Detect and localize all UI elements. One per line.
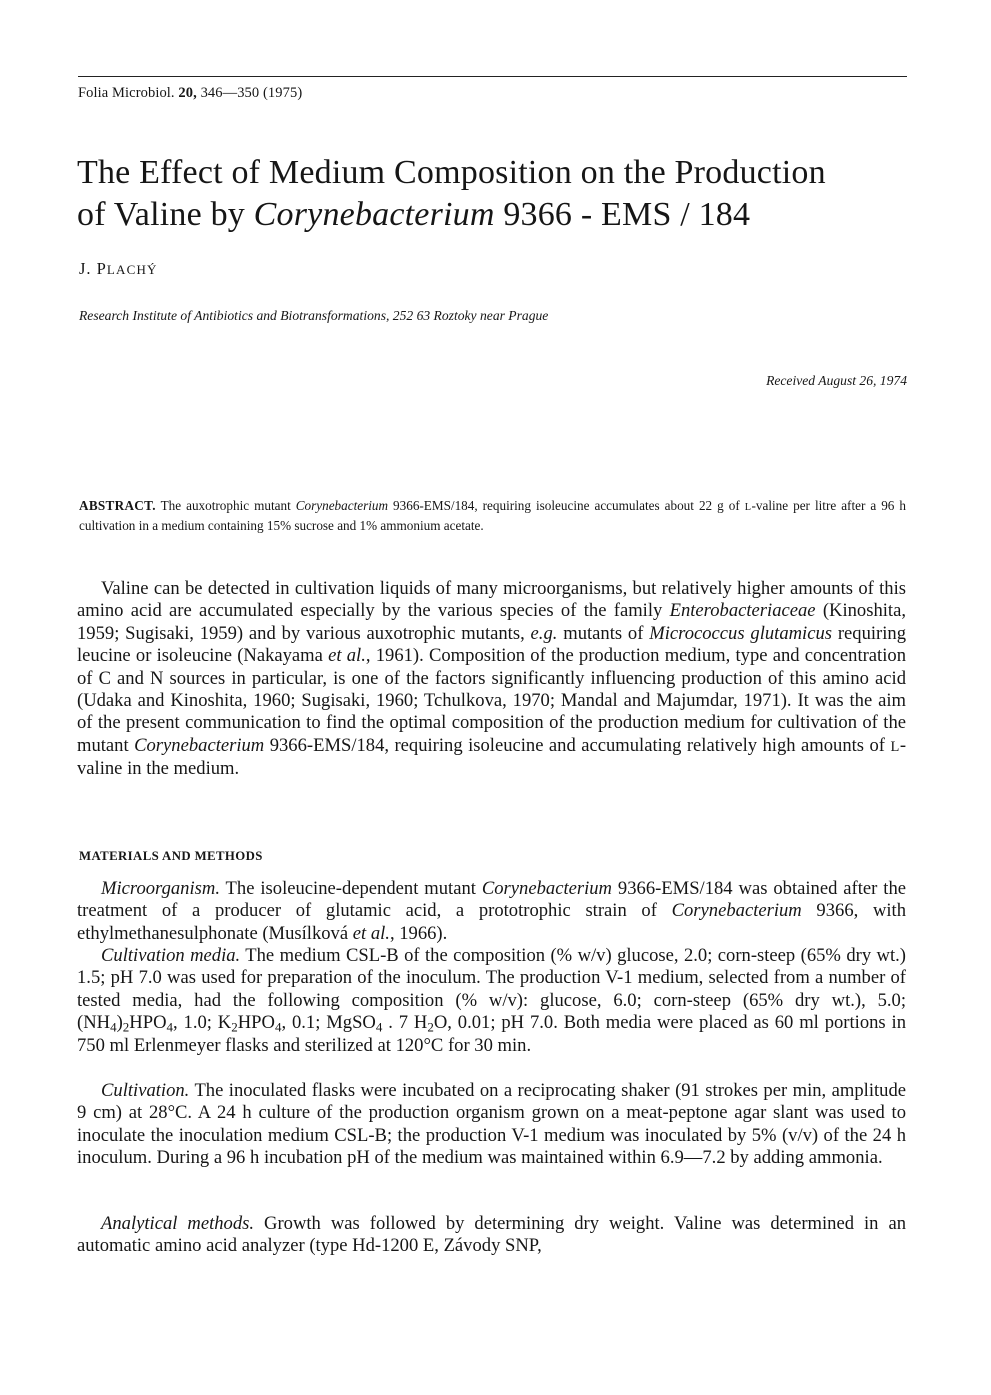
paragraph-text: HPO [237, 1012, 275, 1034]
intro-text: -valine in the medium. [77, 734, 907, 780]
journal-pages-year: 346—350 (1975) [200, 85, 303, 101]
paragraph-italic: et al. [352, 922, 390, 944]
paragraph-text: O, 0.01; pH 7.0. Both media were placed as 60 ml portions in 750 ml Erlenmeyer flasks and sterilized at 120°C for 30 min. [77, 1012, 906, 1056]
affiliation: Research Institute of Antibiotics and Biotransformations, 252 63 Roztoky near Prague [79, 308, 549, 323]
intro-text: 9366-EMS/184, requiring isoleucine and accumulating relatively high amounts of [264, 734, 891, 756]
subscript: 4 [274, 1019, 282, 1035]
abstract [79, 497, 906, 534]
journal-name: Folia Microbiol. [78, 85, 175, 101]
subscript: 2 [427, 1019, 434, 1035]
title-line-2 [77, 194, 917, 236]
header-rule [78, 76, 907, 77]
intro-italic: Micrococcus glutamicus [649, 622, 833, 644]
paragraph-text: ) [116, 1012, 123, 1034]
intro-italic: et al. [328, 645, 366, 667]
paragraph-text: The medium CSL-B of the composition (% w/v) glucose, 2.0; corn-steep (65% dry wt.) 1.5; pH 7.0 was used for preparation of the inoculum. The production V-1 medium, selected from a number of tested media, had the following composition (% w/v): glucose, 6.0; corn-steep (65% dry wt.), 5.0; (NH [77, 945, 906, 1034]
abstract-text: -valine per litre after a 96 h cultivation in a medium containing 15% sucrose and 1% ammonium acetate. [79, 498, 906, 533]
title-organism: Corynebacterium [253, 196, 495, 233]
title-line-2-prefix: of Valine by [77, 196, 254, 233]
intro-text: Valine can be detected in cultivation liquids of many microorganisms, but relatively higher amounts of this amino acid are accumulated especially by the various species of the family [77, 578, 906, 622]
paper-title [77, 152, 917, 236]
paragraph-text: . 7 H [382, 1012, 428, 1034]
received-date: Received August 26, 1974 [766, 373, 907, 388]
subscript: 4 [375, 1019, 383, 1035]
intro-italic: Corynebacterium [134, 734, 265, 756]
author-surname-rest: LACHÝ [106, 262, 158, 277]
paragraph-text: The isoleucine-dependent mutant [219, 878, 482, 899]
section-heading: MATERIALS AND METHODS [79, 849, 263, 863]
paragraph-text: The inoculated flasks were incubated on a reciprocating shaker (91 strokes per min, amplitude 9 cm) at 28°C. A 24 h culture of the production organism grown on a meat-peptone agar slant was used to inoculate the inoculation medium CSL-B; the production V-1 medium was inoculated by 5% (v/v) of the 24 h inoculum. During a 96 h incubation pH of the medium was maintained within 6.9—7.2 by adding ammonia. [77, 1080, 906, 1169]
subscript: 2 [122, 1019, 130, 1035]
intro-text: , 1961). Composition of the production medium, type and concentration of C and N sources in particular, is one of the factors significantly influencing production of this amino acid (Udaka and Kinoshita, 1960; Sugisaki, 1960; Tchulkova, 1970; Mandal and Majumdar, 1971). It was the aim of the present communication to find the optimal composition of the production medium for cultivation of the mutant [77, 645, 906, 756]
cultivation-paragraph [77, 1080, 906, 1170]
title-line-1: The Effect of Medium Composition on the Production [77, 154, 826, 191]
paragraph-lead: Microorganism. [101, 878, 220, 899]
abstract-text: 9366-EMS/184, requiring isoleucine accumulates about 22 g of [388, 498, 745, 513]
paragraph-text: , 1.0; K [173, 1012, 232, 1034]
paragraph-text: HPO [129, 1012, 167, 1034]
paragraph-text: 9366-EMS/184 was obtained after the treatment of a producer of glutamic acid, a prototrophic strain of [77, 878, 906, 922]
paragraph-lead: Cultivation media. [101, 945, 241, 966]
intro-text: requiring leucine or isoleucine (Nakayama [77, 622, 906, 667]
journal-volume: 20, [178, 85, 197, 101]
abstract-text: The auxotrophic mutant [155, 498, 296, 513]
paragraph-lead: Analytical methods. [101, 1213, 255, 1234]
intro-italic: e.g. [530, 622, 558, 644]
subscript: 4 [166, 1019, 174, 1035]
analytical-methods-paragraph [77, 1213, 906, 1258]
title-line-2-suffix: 9366 - EMS / 184 [494, 196, 751, 233]
paragraph-text: Growth was followed by determining dry weight. Valine was determined in an automatic amino acid analyzer (type Hd-1200 E, Závody SNP, [77, 1213, 906, 1257]
microorganism-paragraph [77, 878, 906, 945]
paragraph-italic: Corynebacterium [671, 900, 802, 922]
abstract-label: ABSTRACT. [79, 498, 156, 513]
intro-text: mutants of [557, 622, 650, 644]
subscript: 4 [110, 1019, 117, 1035]
paragraph-text: , 0.1; MgSO [281, 1012, 376, 1034]
journal-reference [78, 85, 302, 102]
intro-paragraph [77, 578, 906, 781]
author [79, 259, 158, 279]
paragraph-italic: Corynebacterium [481, 878, 612, 899]
cultivation-media-paragraph [77, 945, 906, 1057]
abstract-small-caps: L [744, 502, 752, 513]
intro-italic: Enterobacteriaceae [669, 600, 816, 622]
subscript: 2 [231, 1019, 238, 1035]
intro-small-caps: L [890, 738, 900, 755]
abstract-organism: Corynebacterium [295, 498, 389, 513]
paragraph-text: , 1966). [389, 922, 448, 944]
author-initial: J. [79, 259, 97, 278]
author-surname-first: P [96, 259, 107, 278]
paragraph-text: 9366, with ethylmethanesulphonate (Musílková [77, 900, 906, 944]
paragraph-lead: Cultivation. [101, 1080, 190, 1101]
intro-text: (Kinoshita, 1959; Sugisaki, 1959) and by various auxotrophic mutants, [77, 600, 906, 644]
